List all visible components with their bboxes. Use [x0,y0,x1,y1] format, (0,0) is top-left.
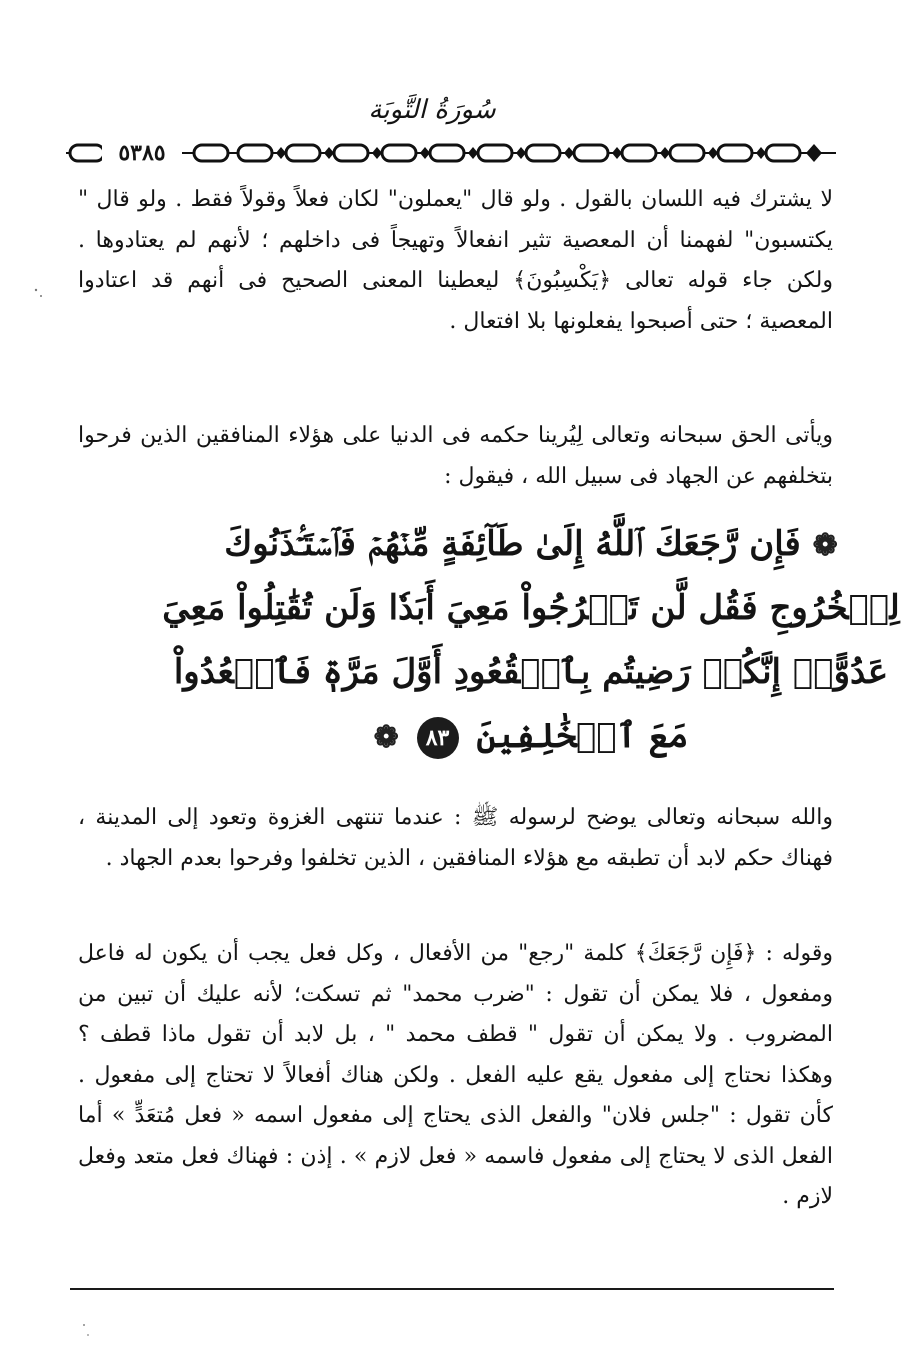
verse-close-ornament-icon: ❁ [373,720,399,755]
verse-text-2: لِلۡخُرُوجِ فَقُل لَّن تَخۡرُجُواْ مَعِيَ أَبَدٗا وَلَن تُقَٰتِلُواْ مَعِيَ [162,588,900,628]
verse-text-4: مَعَ ٱلۡخَٰلِفِينَ [476,716,689,756]
surah-title: سُورَةُ التَّوبَة [368,95,496,125]
verse-open-ornament-icon: ❁ [812,528,838,563]
page-number: ٥٣٨٥ [102,138,182,168]
footer-rule [70,1288,834,1290]
verse-line-3 [150,640,912,704]
verse-text-3: عَدُوًّاۖ إِنَّكُمۡ رَضِيتُم بِٱلۡقُعُودِ أَوَّلَ مَرَّةٖ فَٱقۡعُدُواْ [173,652,889,692]
verse-line-2 [150,576,912,640]
paragraph-2: ويأتى الحق سبحانه وتعالى لِيُرينا حكمه فى الدنيا على هؤلاء المنافقين الذين فرحوا بتخلفهم عن الجهاد فى سبيل الله ، فيقول : [78,423,833,489]
verse-line-4 [150,704,912,768]
paragraph-4: وقوله : ﴿فَإِن رَّجَعَكَ﴾ كلمة "رجع" من الأفعال ، وكل فعل يجب أن يكون له فاعل ومفعول ، فلا يمكن أن تقول : "ضرب محمد" ثم تسكت؛ لأنه عليك أن تبين من المضروب . ولا يمكن أن تقول " قطف محمد " ، بل لابد أن تقول ماذا قطف ؟ وهكذا نحتاج إلى مفعول يقع عليه الفعل . ولكن هناك أفعالاً لا تحتاج إلى مفعول . كأن تقول : "جلس فلان" والفعل الذى يحتاج إلى مفعول اسمه « فعل مُتعَدٍّ » أما الفعل الذى لا يحتاج إلى مفعول فاسمه « فعل لازم » . إذن : فهناك فعل متعد وفعل لازم . [78,941,833,1209]
paragraph-1: لا يشترك فيه اللسان بالقول . ولو قال "يعملون" لكان فعلاً وقولاً فقط . ولو قال " يكتسبون" لفهمنا أن المعصية تثير انفعالاً وتهيجاً فى داخلهم ؛ لأنهم لم يعتادوها . ولكن جاء قوله تعالى ﴿يَكْسِبُونَ﴾ ليعطينا المعنى الصحيح فى أنهم قد اعتادوا المعصية ؛ حتى أصبحوا يفعلونها بلا افتعال . [78,187,833,334]
paragraph-3: والله سبحانه وتعالى يوضح لرسوله ﷺ : عندما تنتهى الغزوة وتعود إلى المدينة ، فهناك حكم لابد أن تطبقه مع هؤلاء المنافقين ، الذين تخلفوا وفرحوا بعدم الجهاد . [78,805,833,871]
verse-line-1 [150,512,912,576]
quran-verse [150,512,912,768]
verse-text-1: فَإِن رَّجَعَكَ ٱللَّهُ إِلَىٰ طَآئِفَةٍ مِّنۡهُمۡ فَٱسۡتَـٔۡذَنُوكَ [224,524,801,564]
verse-number-badge: ٨٣ [417,717,459,759]
